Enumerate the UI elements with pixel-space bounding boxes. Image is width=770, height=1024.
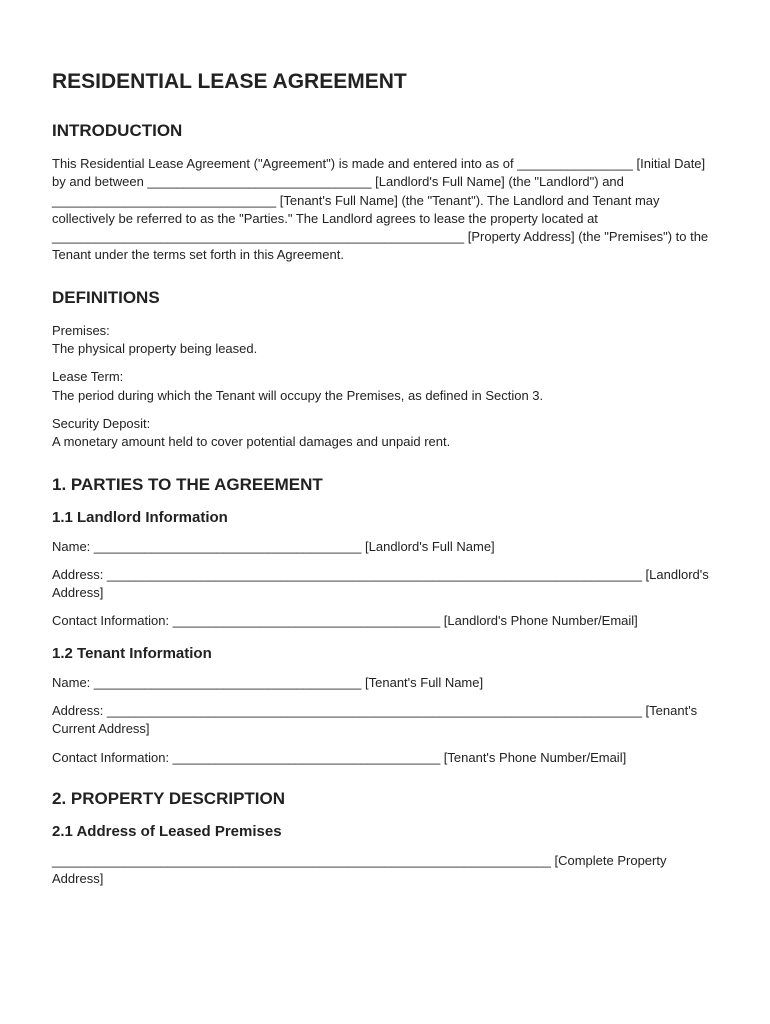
property-address-field: _____________________________________________________________________ [Complete Property Address] <box>52 852 667 887</box>
definition-item <box>52 415 718 452</box>
introduction-paragraph: This Residential Lease Agreement ("Agreement") is made and entered into as of ________________ [Initial Date] by and between _______________________________ [Landlord's Full Name] (the "Landlord") and _______________________________ [Tenant's Full Name] (the "Tenant"). The Landlord and Tenant may collectively be referred to as the "Parties." The Landlord agrees to lease the property located at _________________________________________________________ [Property Address] (the "Premises") to the Tenant under the terms set forth in this Agreement. <box>52 156 709 263</box>
definition-term: Lease Term: <box>52 369 124 385</box>
section-1-heading: 1. PARTIES TO THE AGREEMENT <box>52 474 323 494</box>
leased-premises-address-heading: 2.1 Address of Leased Premises <box>52 822 282 840</box>
landlord-name-field: Name: _____________________________________ [Landlord's Full Name] <box>52 538 495 554</box>
definition-text: The period during which the Tenant will occupy the Premises, as defined in Section 3. <box>52 387 544 403</box>
tenant-contact-field: Contact Information: _____________________________________ [Tenant's Phone Number/Email] <box>52 749 627 765</box>
definition-term: Security Deposit: <box>52 415 151 431</box>
landlord-info-heading: 1.1 Landlord Information <box>52 508 228 526</box>
landlord-address-field: Address: __________________________________________________________________________ [Landlord's Address] <box>52 566 709 601</box>
landlord-contact-field: Contact Information: _____________________________________ [Landlord's Phone Number/Email] <box>52 613 638 629</box>
tenant-address-field: Address: __________________________________________________________________________ [Tenant's Current Address] <box>52 703 698 737</box>
definitions-heading: DEFINITIONS <box>52 287 160 307</box>
introduction-heading: INTRODUCTION <box>52 121 183 140</box>
definition-text: A monetary amount held to cover potential damages and unpaid rent. <box>52 434 451 450</box>
tenant-info-heading: 1.2 Tenant Information <box>52 644 212 662</box>
definition-item <box>52 368 718 405</box>
tenant-name-field: Name: _____________________________________ [Tenant's Full Name] <box>52 674 484 690</box>
document-title: RESIDENTIAL LEASE AGREEMENT <box>52 70 407 93</box>
definition-item <box>52 322 718 359</box>
section-2-heading: 2. PROPERTY DESCRIPTION <box>52 788 286 808</box>
definition-text: The physical property being leased. <box>52 341 258 357</box>
definition-term: Premises: <box>52 322 110 338</box>
